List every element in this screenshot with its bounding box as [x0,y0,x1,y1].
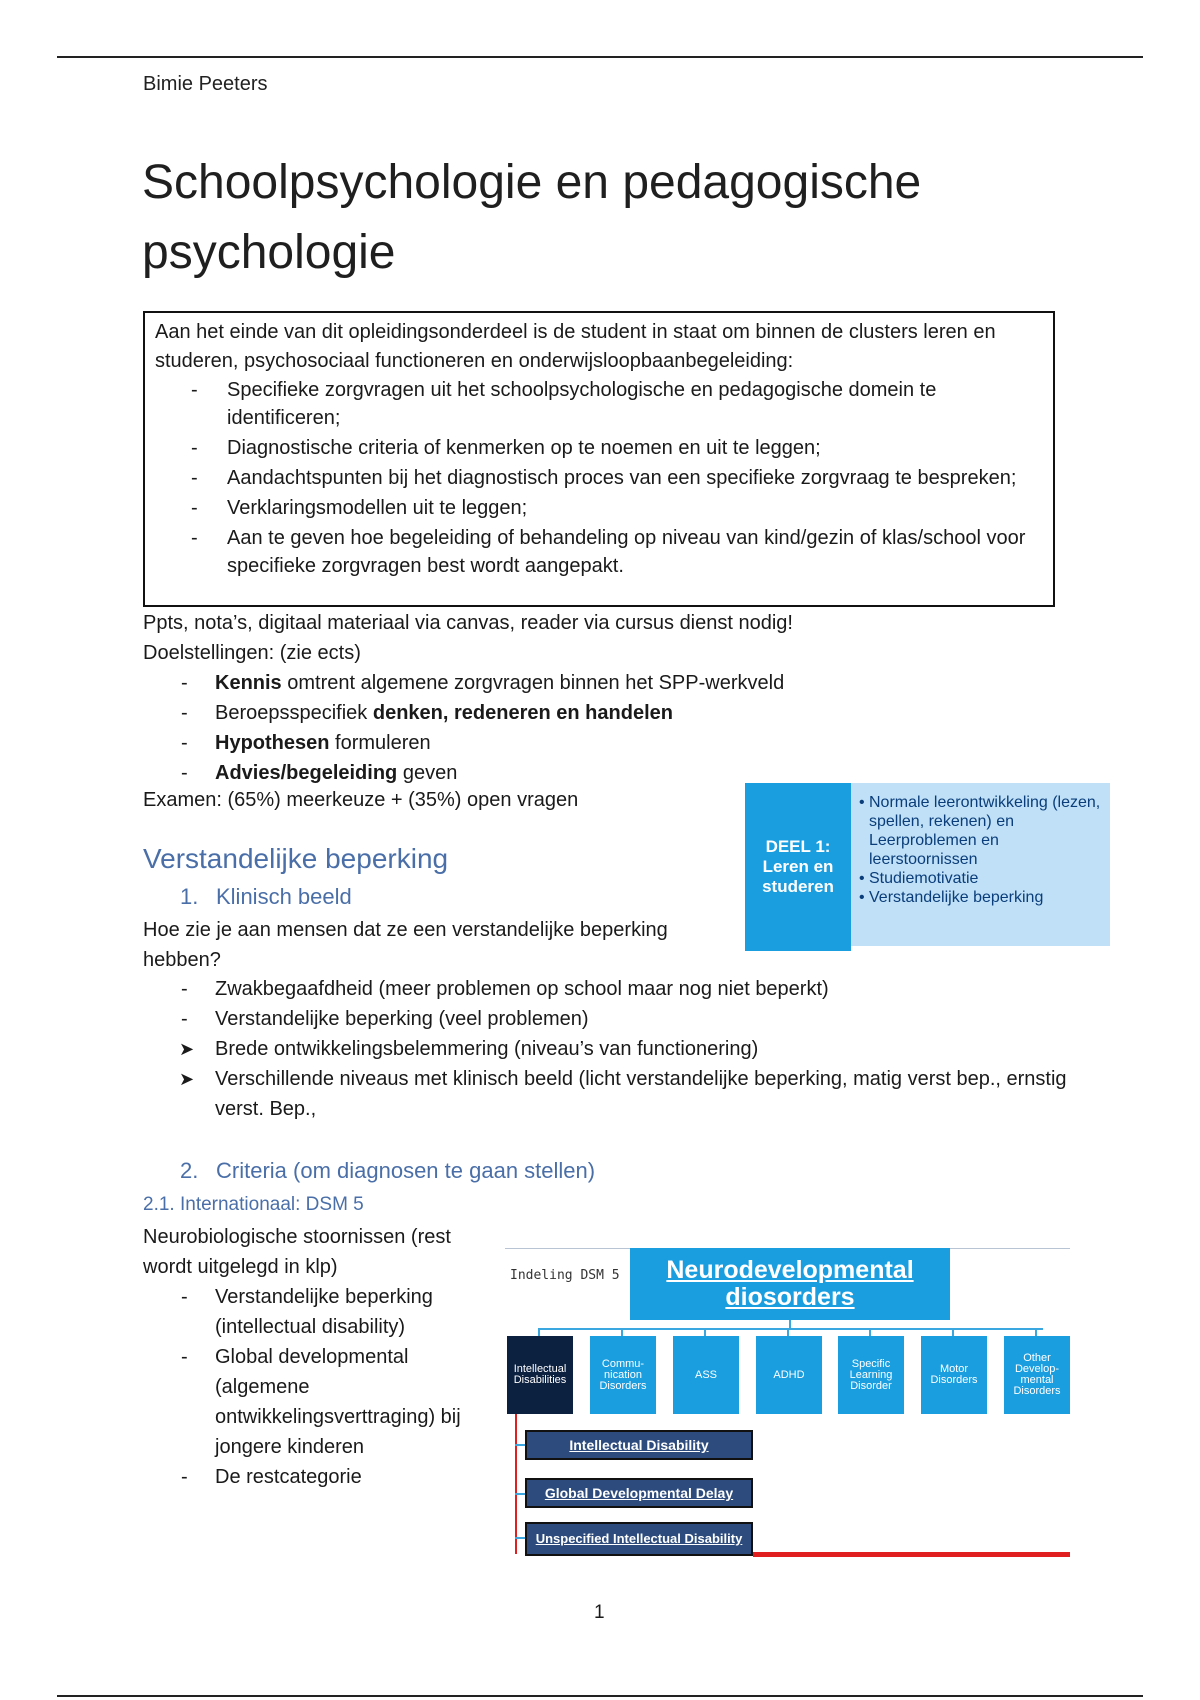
dsm-subcategory: Unspecified Intellectual Disability [525,1522,753,1556]
deel1-graphic [745,783,1110,951]
dsm-category-box: Specific Learning Disorder [838,1336,904,1414]
top-rule [57,56,1143,58]
objective-item: - Beroepsspecifiek denken, redeneren en handelen [143,698,784,728]
neuro-list [143,1282,483,1492]
section-heading: Verstandelijke beperking [143,843,449,874]
neuro-text: Neurobiologische stoornissen (rest wordt uitgelegd in klp) [143,1226,451,1278]
dsm-category-box: ADHD [756,1336,822,1414]
subheading-dsm5: 2.1. Internationaal: DSM 5 [143,1194,364,1215]
dsm-connector [869,1328,871,1336]
materials-text: Ppts, nota’s, digitaal materiaal via canvas, reader via cursus dienst nodig! [143,612,793,634]
goal-item: - Aan te geven hoe begeleiding of behandeling op niveau van kind/gezin of klas/school voor specifieke zorgvragen best wordt aangepakt. [155,524,1045,580]
dsm-connector [952,1328,954,1336]
learning-goals-box [143,311,1055,607]
neuro-item: - Verstandelijke beperking (intellectual disability) [143,1282,483,1342]
subheading-criteria: 2. Criteria (om diagnosen te gaan stellen) [180,1158,596,1183]
dsm-subcategory: Intellectual Disability [525,1430,753,1460]
objective-item: - Hypothesen formuleren [143,728,784,758]
dsm-sub-connector [515,1414,517,1554]
dsm-connector [538,1328,1043,1330]
deel1-topic: • Studiemotivatie [859,869,1104,888]
dsm-category-box: Other Develop-mental Disorders [1004,1336,1070,1414]
dsm-red-line [753,1552,1070,1557]
objectives-list [143,668,784,788]
dsm-category-box: ASS [673,1336,739,1414]
objectives-label: Doelstellingen: (zie ects) [143,642,361,664]
dsm-connector [704,1328,706,1336]
goal-item: - Verklaringsmodellen uit te leggen; [155,494,1045,522]
dsm-subcategory: Global Developmental Delay [525,1478,753,1508]
clinical-item: - Zwakbegaafdheid (meer problemen op school maar nog niet beperkt) [143,974,1093,1004]
dsm-category-box: Motor Disorders [921,1336,987,1414]
dsm-label: Indeling DSM 5 [510,1268,620,1283]
dsm-main-box: Neurodevelopmental diosorders [630,1248,950,1320]
dsm-sub-connector [515,1493,525,1495]
clinical-question: Hoe zie je aan mensen dat ze een verstandelijke beperking hebben? [143,919,668,971]
goals-list [155,376,1045,580]
deel1-topic: • Verstandelijke beperking [859,888,1104,907]
deel1-title: DEEL 1: Leren en studeren [745,783,851,951]
clinical-item: - Verstandelijke beperking (veel problemen) [143,1004,1093,1034]
exam-text: Examen: (65%) meerkeuze + (35%) open vragen [143,789,579,811]
dsm-category-box: Intellectual Disabilities [507,1336,573,1414]
dsm-connector [787,1328,789,1336]
page-number: 1 [594,1602,605,1623]
bottom-rule [57,1695,1143,1697]
goal-item: - Aandachtspunten bij het diagnostisch proces van een specifieke zorgvraag te bespreken; [155,464,1045,492]
dsm-category-box: Commu-nication Disorders [590,1336,656,1414]
objective-item: - Kennis omtrent algemene zorgvragen binnen het SPP-werkveld [143,668,784,698]
clinical-item: ➤ Verschillende niveaus met klinisch beeld (licht verstandelijke beperking, matig verst bep., ernstig verst. Bep., [143,1064,1093,1124]
document-title: Schoolpsychologie en pedagogische psychologie [142,156,922,279]
deel1-topics [851,783,1110,946]
goal-item: - Diagnostische criteria of kenmerken op te noemen en uit te leggen; [155,434,1045,462]
dsm5-diagram [505,1248,1075,1560]
dsm-connector [1035,1328,1037,1336]
goal-item: - Specifieke zorgvragen uit het schoolpsychologische en pedagogische domein te identificeren; [155,376,1045,432]
clinical-item: ➤ Brede ontwikkelingsbelemmering (niveau’s van functionering) [143,1034,1093,1064]
neuro-item: - Global developmental (algemene ontwikkelingsverttraging) bij jongere kinderen [143,1342,483,1462]
neuro-item: - De restcategorie [143,1462,483,1492]
objective-item: - Advies/begeleiding geven [143,758,784,788]
goals-intro: Aan het einde van dit opleidingsonderdeel is de student in staat om binnen de clusters leren en studeren, psychosociaal functioneren en onderwijsloopbaanbegeleiding: [155,321,996,372]
subheading-clinical: 1. Klinisch beeld [180,884,352,909]
dsm-sub-connector [515,1444,525,1446]
dsm-connector [538,1328,540,1336]
clinical-list [143,974,1093,1124]
dsm-sub-connector [515,1537,525,1539]
deel1-topic: • Normale leerontwikkeling (lezen, spellen, rekenen) en Leerproblemen en leerstoornissen [859,793,1104,869]
header-author: Bimie Peeters [143,73,268,95]
dsm-connector [621,1328,623,1336]
